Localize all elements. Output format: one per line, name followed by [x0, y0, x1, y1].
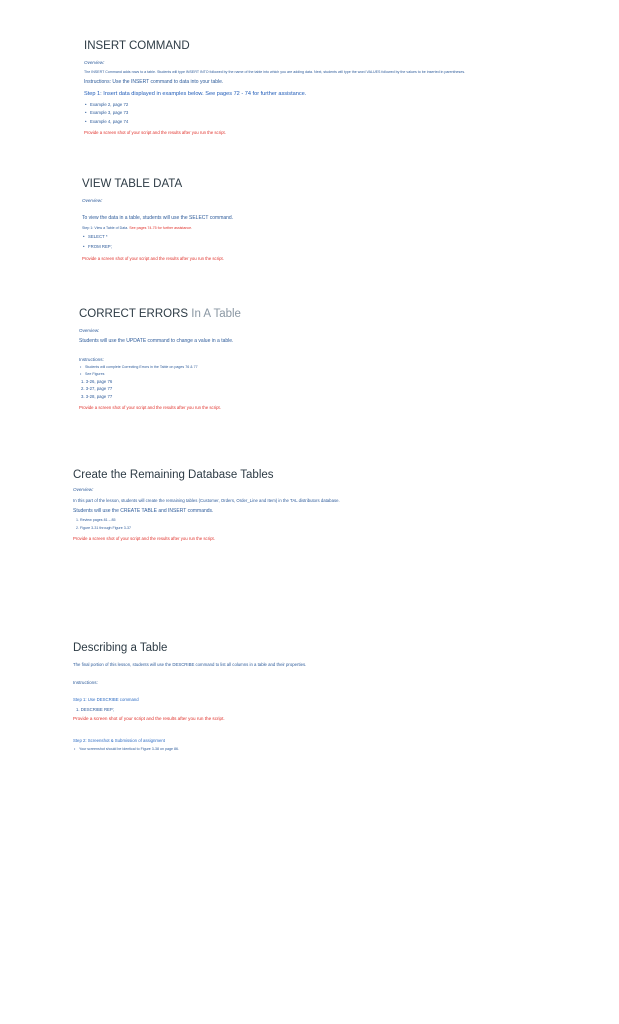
describe-section	[73, 642, 306, 752]
insert-step1: Step 1: Insert data displayed in examples below. See pages 72 - 74 for further assistance.	[84, 91, 307, 97]
list-item: 2. 3-27, page 77	[81, 386, 113, 392]
correct-section	[79, 308, 241, 410]
describe-instructions-label: Instructions:	[73, 680, 98, 685]
view-title: VIEW TABLE DATA	[82, 178, 183, 190]
insert-examples-list	[84, 103, 465, 124]
view-screenshot-note: Provide a screen shot of your script and the results after you run the script.	[82, 255, 224, 261]
correct-title-light: In A Table	[191, 308, 241, 320]
list-item: 2. Figure 3-31 through Figure 3-37	[76, 525, 131, 530]
create-screenshot-note: Provide a screen shot of your script and the results after you run the script.	[73, 536, 215, 542]
list-item: • Example 4, page 74	[84, 120, 465, 124]
list-item: • SELECT *	[82, 235, 233, 239]
create-commands-text: Students will use the CREATE TABLE and INSERT commands.	[73, 508, 214, 514]
correct-instructions-label: Instructions:	[79, 357, 104, 362]
insert-overview-label: Overview:	[84, 60, 105, 65]
list-item: • Example 2, page 72	[84, 103, 465, 107]
list-item: • Students will complete Correcting Errors in the Table on pages 76 & 77	[79, 366, 241, 370]
view-step1-link[interactable]: See pages 74-75 for further assistance.	[129, 226, 193, 230]
view-items-list	[82, 235, 233, 250]
correct-title	[79, 308, 241, 320]
list-item: 3. 3-28, page 77	[81, 393, 113, 399]
insert-title: INSERT COMMAND	[84, 40, 190, 52]
describe-step2: Step 2: Screenshot & Submission of assignment	[73, 738, 165, 743]
correct-screenshot-note: Provide a screen shot of your script and the results after you run the script.	[79, 405, 221, 411]
list-item: • FROM REP;	[82, 245, 233, 249]
insert-section	[84, 40, 465, 135]
list-item: • Example 3, page 73	[84, 111, 465, 115]
view-section	[82, 178, 233, 261]
list-item: 1. 3-26, page 76	[81, 379, 113, 385]
describe-step1-item: 1. DESCRIBE REP;	[76, 707, 114, 712]
describe-step1: Step 1: Use DESCRIBE command	[73, 697, 139, 702]
insert-overview-text: The INSERT Command adds rows to a table. Students will type INSERT INTO followed by the name of the table into which you are adding data. Next, students will type the word VALUES followed by the values to be inserted in parentheses.	[84, 70, 466, 74]
list-item: • See Figures	[79, 373, 241, 377]
correct-figures-list	[79, 380, 241, 399]
describe-intro: The final portion of this lesson, students will use the DESCRIBE command to list all columns in a table and their properties.	[73, 662, 307, 667]
insert-instructions: Instructions: Use the INSERT command to data into your table.	[84, 79, 224, 85]
correct-title-main: CORRECT ERRORS	[79, 308, 189, 320]
view-overview-text: To view the data in a table, students will use the SELECT command.	[82, 215, 234, 221]
correct-overview-text: Students will use the UPDATE command to change a value in a table.	[79, 338, 234, 344]
create-overview-text: In this part of the lesson, students will create the remaining tables (Customer, Orders, Order_Line and Item) in the TAL distributors database.	[73, 498, 340, 503]
view-overview-label: Overview:	[82, 198, 103, 203]
correct-overview-label: Overview:	[79, 328, 100, 333]
describe-title: Describing a Table	[73, 642, 168, 654]
view-step1-prefix: Step 1: View a Table of Data.	[82, 226, 129, 230]
create-title: Create the Remaining Database Tables	[73, 469, 274, 481]
create-overview-label: Overview:	[73, 487, 94, 492]
correct-bullets-list	[79, 366, 241, 376]
view-step1	[82, 226, 233, 230]
list-item: 1. Review pages 81 – 85	[76, 518, 116, 522]
describe-screenshot-note: Provide a screen shot of your script and the results after you run the script.	[73, 716, 225, 721]
describe-step2-list	[73, 748, 306, 752]
insert-screenshot-note: Provide a screen shot of your script and the results after you run the script.	[84, 129, 226, 135]
list-item: • Your screenshot should be identical to Figure 3-38 on page 86.	[73, 748, 306, 752]
create-list	[73, 519, 340, 530]
create-section	[73, 469, 340, 541]
